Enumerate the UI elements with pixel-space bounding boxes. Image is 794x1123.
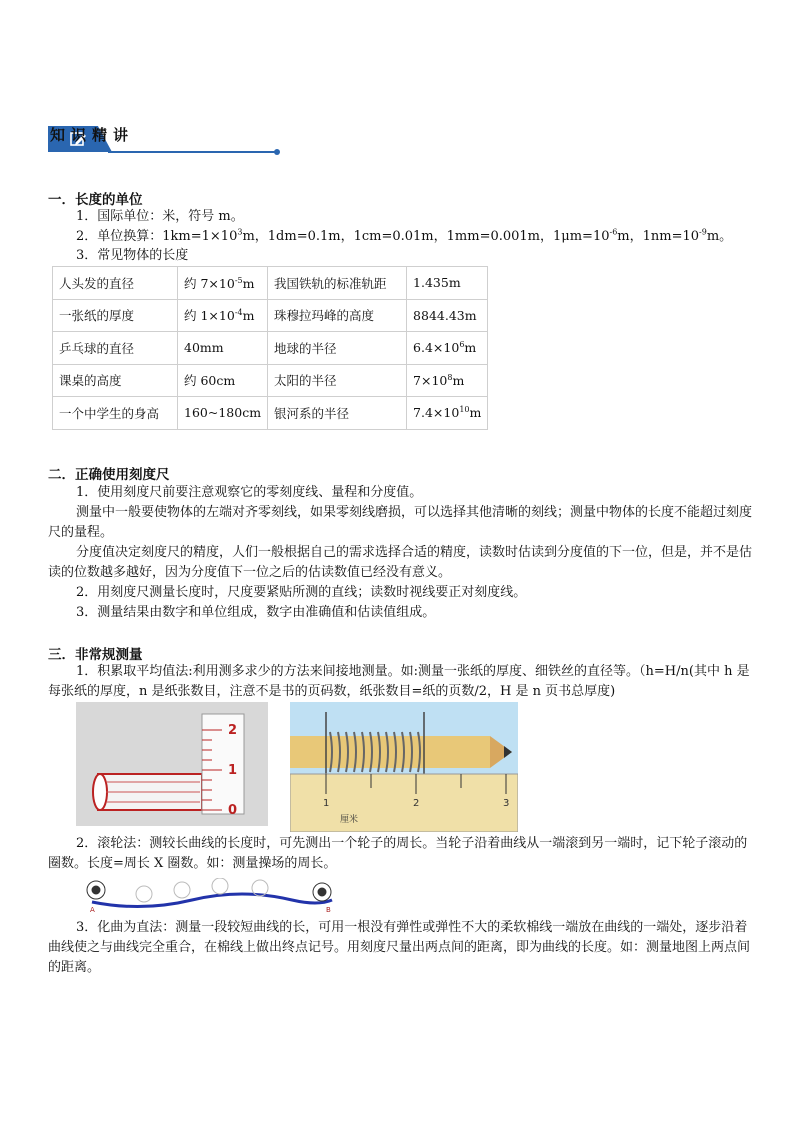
wheel-label-a: A bbox=[90, 906, 95, 914]
s1-line3: 3．常见物体的长度 bbox=[76, 248, 189, 263]
table-cell: 8844.43m bbox=[407, 299, 488, 332]
s3-line1: 1．积累取平均值法:利用测多求少的方法来间接地测量。如:测量一张纸的厚度、细铁丝的直径等。（h=H/n(其中 h 是每张纸的厚度，n 是纸张数目，注意不是书的页码数，纸张数目=纸的页数/2，H 是 n 页书总厚度) bbox=[48, 664, 750, 699]
s1-line1: 1．国际单位：米，符号 m。 bbox=[76, 209, 244, 224]
s2-line3: 分度值决定刻度尺的精度，人们一般根据自己的需求选择合适的精度，读数时估读到分度值的下一位，但是，并不是估读的位数越多越好，因为分度值下一位之后的估读数值已经没有意义。 bbox=[48, 545, 753, 580]
s3-line2: 2．滚轮法：测较长曲线的长度时，可先测出一个轮子的周长。当轮子沿着曲线从一端滚到另一端时，记下轮子滚动的圈数。长度=周长 X 圈数。如：测量操场的周长。 bbox=[48, 836, 748, 871]
s2-line4: 2．用刻度尺测量长度时，尺度要紧贴所测的直线；读数时视线要正对刻度线。 bbox=[76, 585, 527, 600]
table-row bbox=[53, 364, 488, 397]
table-row bbox=[53, 397, 488, 430]
table-cell: 太阳的半径 bbox=[268, 364, 407, 397]
table-cell: 珠穆拉玛峰的高度 bbox=[268, 299, 407, 332]
heading-irregular-measurement: 三．非常规测量 bbox=[48, 647, 143, 663]
table-row bbox=[53, 267, 488, 300]
table-cell: 160~180cm bbox=[178, 397, 268, 430]
table-row bbox=[53, 332, 488, 365]
banner-underline bbox=[108, 151, 278, 153]
ruler2-unit: 厘米 bbox=[340, 815, 359, 825]
s2-line2: 测量中一般要使物体的左端对齐零刻线，如果零刻线磨损，可以选择其他清晰的刻线；测量中物体的长度不能超过刻度尺的量程。 bbox=[48, 505, 753, 540]
ruler1-tick-2: 2 bbox=[228, 723, 238, 738]
table-cell: 1.435m bbox=[407, 267, 488, 300]
table-cell: 约 $1\times 10^{-4}m$ bbox=[178, 299, 268, 332]
banner-dot bbox=[274, 149, 280, 155]
rolling-wheel-image bbox=[82, 878, 342, 914]
s2-line1: 1．使用刻度尺前要注意观察它的零刻度线、量程和分度值。 bbox=[76, 485, 423, 500]
table-cell: 课桌的高度 bbox=[53, 364, 178, 397]
paper-stack-ruler-image bbox=[76, 702, 268, 826]
table-cell: 约 60cm bbox=[178, 364, 268, 397]
ruler2-tick-3: 3 bbox=[503, 798, 510, 809]
s3-line3: 3．化曲为直法：测量一段较短曲线的长，可用一根没有弹性或弹性不大的柔软棉线一端放在曲线的一端处，逐步沿着曲线使之与曲线完全重合，在棉线上做出终点记号。用刻度尺量出两点间的距离，即为曲线的长度。如：测量地图上两点间的距离。 bbox=[48, 920, 751, 975]
table-cell: 人头发的直径 bbox=[53, 267, 178, 300]
heading-ruler-usage: 二．正确使用刻度尺 bbox=[48, 467, 170, 483]
s2-line5: 3．测量结果由数字和单位组成，数字由准确值和估读值组成。 bbox=[76, 605, 436, 620]
table-cell: $7\times 10^8m$ bbox=[407, 364, 488, 397]
table-cell: 乒乓球的直径 bbox=[53, 332, 178, 365]
section-banner bbox=[48, 120, 232, 156]
table-cell: 一张纸的厚度 bbox=[53, 299, 178, 332]
banner-title: 知识精讲 bbox=[50, 126, 135, 144]
table-cell: 40mm bbox=[178, 332, 268, 365]
table-row bbox=[53, 299, 488, 332]
ruler1-tick-0: 0 bbox=[228, 803, 238, 818]
wire-coil-pencil-image bbox=[290, 702, 518, 832]
ruler2-tick-2: 2 bbox=[413, 798, 420, 809]
ruler2-tick-1: 1 bbox=[323, 798, 330, 809]
table-cell: 地球的半径 bbox=[268, 332, 407, 365]
wheel-label-b: B bbox=[326, 906, 331, 914]
table-cell: 一个中学生的身高 bbox=[53, 397, 178, 430]
heading-length-units: 一．长度的单位 bbox=[48, 192, 143, 208]
table-cell: $6.4\times 10^6m$ bbox=[407, 332, 488, 365]
table-cell: $7.4\times 10^{10}m$ bbox=[407, 397, 488, 430]
table-cell: 约 $7\times 10^{-5}m$ bbox=[178, 267, 268, 300]
ruler1-tick-1: 1 bbox=[228, 763, 238, 778]
length-table bbox=[52, 266, 488, 430]
table-cell: 我国铁轨的标准轨距 bbox=[268, 267, 407, 300]
s1-line2: 2．单位换算：$1km=1\times 10^3m$，1dm=0.1m，1cm=0.01m，1mm=0.001m，$1\mu m=10^{-6}m$，$1nm=10^{-9}m$。 bbox=[76, 227, 733, 244]
table-cell: 银河系的半径 bbox=[268, 397, 407, 430]
